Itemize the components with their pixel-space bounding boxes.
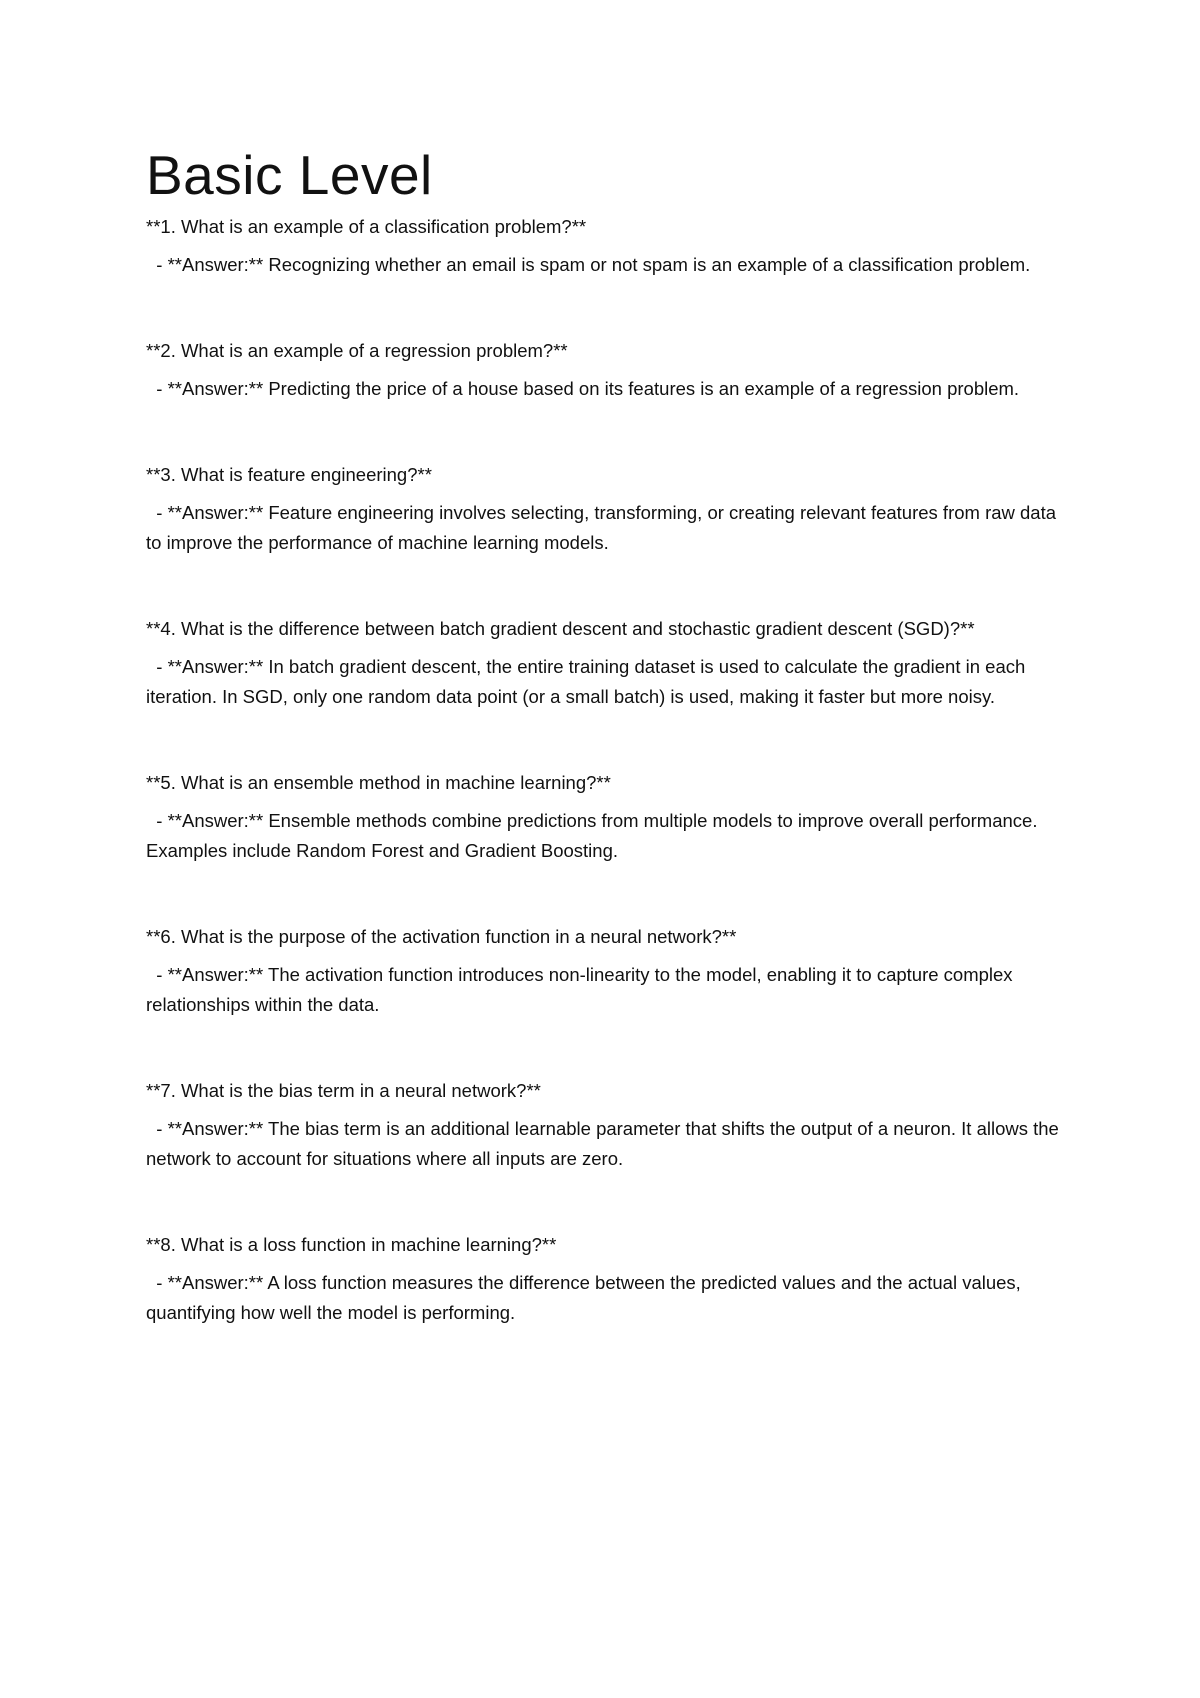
question-1: **1. What is an example of a classification problem?** <box>146 216 587 237</box>
answer-2: - **Answer:** Predicting the price of a house based on its features is an example of a regression problem. <box>146 378 1020 399</box>
qa-item-7 <box>146 1076 1066 1174</box>
question-6: **6. What is the purpose of the activation function in a neural network?** <box>146 926 737 947</box>
question-2: **2. What is an example of a regression problem?** <box>146 340 568 361</box>
question-4: **4. What is the difference between batch gradient descent and stochastic gradient descent (SGD)?** <box>146 618 975 639</box>
qa-item-2 <box>146 336 1066 404</box>
page-title: Basic Level <box>146 144 433 206</box>
answer-1: - **Answer:** Recognizing whether an email is spam or not spam is an example of a classification problem. <box>146 254 1031 275</box>
question-5: **5. What is an ensemble method in machine learning?** <box>146 772 611 793</box>
question-7: **7. What is the bias term in a neural network?** <box>146 1080 541 1101</box>
qa-item-6 <box>146 922 1066 1020</box>
answer-8: - **Answer:** A loss function measures the difference between the predicted values and the actual values, quantifying how well the model is performing. <box>146 1272 1026 1323</box>
qa-item-5 <box>146 768 1066 866</box>
question-3: **3. What is feature engineering?** <box>146 464 432 485</box>
answer-5: - **Answer:** Ensemble methods combine predictions from multiple models to improve overall performance. Examples include Random Forest and Gradient Boosting. <box>146 810 1043 861</box>
qa-item-4 <box>146 614 1066 712</box>
answer-7: - **Answer:** The bias term is an additional learnable parameter that shifts the output of a neuron. It allows the network to account for situations where all inputs are zero. <box>146 1118 1064 1169</box>
answer-6: - **Answer:** The activation function introduces non-linearity to the model, enabling it to capture complex relationships within the data. <box>146 964 1018 1015</box>
document-page <box>146 142 1066 1384</box>
qa-item-3 <box>146 460 1066 558</box>
qa-item-8 <box>146 1230 1066 1328</box>
qa-item-1 <box>146 212 1066 280</box>
answer-4: - **Answer:** In batch gradient descent, the entire training dataset is used to calculate the gradient in each iteration. In SGD, only one random data point (or a small batch) is used, making it faster but more noisy. <box>146 656 1031 707</box>
question-8: **8. What is a loss function in machine learning?** <box>146 1234 557 1255</box>
answer-3: - **Answer:** Feature engineering involves selecting, transforming, or creating relevant features from raw data to improve the performance of machine learning models. <box>146 502 1062 553</box>
